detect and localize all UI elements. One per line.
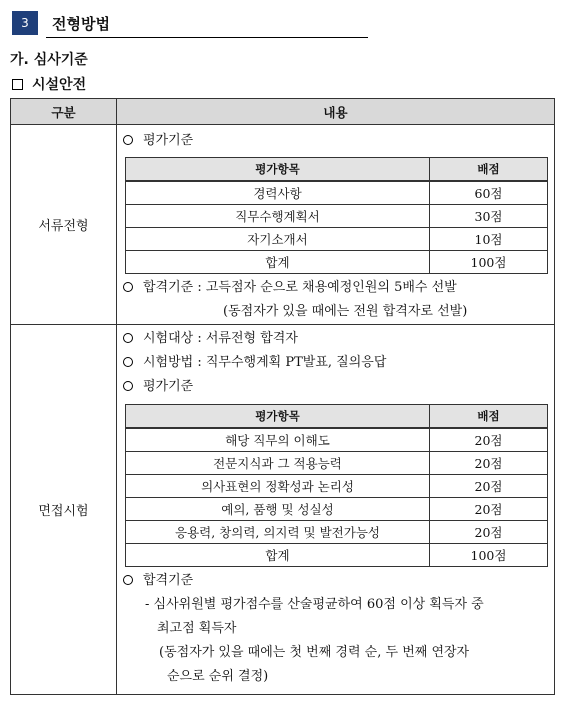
score-cell: 20점 (430, 452, 548, 475)
table-row (126, 475, 548, 498)
bullet-method (117, 351, 554, 375)
col-header-content: 내용 (117, 99, 555, 125)
circle-bullet-icon (123, 357, 133, 367)
table-row-interview (11, 325, 555, 695)
pass-criteria-note: (동점자가 있을 때에는 첫 번째 경력 순, 두 번째 연장자 (159, 645, 470, 660)
score-cell: 10점 (430, 228, 548, 251)
score-table-header (126, 405, 548, 429)
bullet-criteria (117, 375, 554, 399)
table-row-total (126, 251, 548, 274)
table-row (126, 521, 548, 544)
table-row (126, 452, 548, 475)
item-cell: 해당 직무의 이해도 (126, 428, 430, 452)
checkbox-square-icon (12, 79, 23, 90)
table-row (126, 428, 548, 452)
score-cell: 20점 (430, 428, 548, 452)
score-table-header (126, 158, 548, 182)
table-row (126, 228, 548, 251)
table-row (126, 205, 548, 228)
method-text: 시험방법 : 직무수행계획 PT발표, 질의응답 (143, 355, 387, 370)
item-cell: 응용력, 창의력, 의지력 및 발전가능성 (126, 521, 430, 544)
table-row-document (11, 125, 555, 325)
col-header-score: 배점 (430, 405, 548, 429)
score-cell: 20점 (430, 475, 548, 498)
sub-sub-heading (12, 74, 86, 94)
category-interview: 면접시험 (11, 325, 117, 695)
pass-criteria-label: 합격기준 (143, 573, 194, 588)
criteria-table (10, 98, 555, 695)
bullet-criteria (117, 129, 554, 153)
circle-bullet-icon (123, 575, 133, 585)
col-header-score: 배점 (430, 158, 548, 182)
bullet-pass-criteria (117, 276, 554, 300)
item-cell: 예의, 품행 및 성실성 (126, 498, 430, 521)
score-table-interview (125, 404, 548, 567)
category-document: 서류전형 (11, 125, 117, 325)
section-number-badge: 3 (12, 11, 38, 35)
table-header-row (11, 99, 555, 125)
score-cell: 20점 (430, 521, 548, 544)
table-row-total (126, 544, 548, 567)
score-table-document (125, 157, 548, 274)
col-header-category: 구분 (11, 99, 117, 125)
content-interview (117, 325, 555, 695)
circle-bullet-icon (123, 333, 133, 343)
score-cell: 20점 (430, 498, 548, 521)
criteria-label: 평가기준 (143, 133, 194, 148)
title-underline (46, 37, 368, 38)
content-document (117, 125, 555, 325)
criteria-label: 평가기준 (143, 379, 194, 394)
circle-bullet-icon (123, 135, 133, 145)
table-row (126, 181, 548, 205)
pass-criteria-note: (동점자가 있을 때에는 전원 합격자로 선발) (223, 304, 468, 319)
item-cell: 자기소개서 (126, 228, 430, 251)
pass-criteria-line: 최고점 획득자 (157, 621, 237, 636)
col-header-item: 평가항목 (126, 158, 430, 182)
item-cell: 합계 (126, 544, 430, 567)
table-row (126, 498, 548, 521)
bullet-target (117, 327, 554, 351)
item-cell: 직무수행계획서 (126, 205, 430, 228)
score-cell: 30점 (430, 205, 548, 228)
score-cell: 100점 (430, 544, 548, 567)
pass-criteria-text: 합격기준 : 고득점자 순으로 채용예정인원의 5배수 선발 (143, 280, 457, 295)
section-title: 전형방법 (52, 15, 110, 33)
pass-criteria-line: - 심사위원별 평가점수를 산술평균하여 60점 이상 획득자 중 (145, 597, 484, 612)
item-cell: 경력사항 (126, 181, 430, 205)
circle-bullet-icon (123, 381, 133, 391)
sub-heading: 가. 심사기준 (10, 52, 88, 68)
item-cell: 합계 (126, 251, 430, 274)
sub-sub-heading-label: 시설안전 (32, 77, 87, 93)
score-cell: 60점 (430, 181, 548, 205)
target-text: 시험대상 : 서류전형 합격자 (143, 331, 298, 346)
col-header-item: 평가항목 (126, 405, 430, 429)
item-cell: 의사표현의 정확성과 논리성 (126, 475, 430, 498)
circle-bullet-icon (123, 282, 133, 292)
item-cell: 전문지식과 그 적용능력 (126, 452, 430, 475)
score-cell: 100점 (430, 251, 548, 274)
pass-criteria-note: 순으로 순위 결정) (167, 669, 269, 684)
bullet-pass-criteria (117, 569, 554, 593)
